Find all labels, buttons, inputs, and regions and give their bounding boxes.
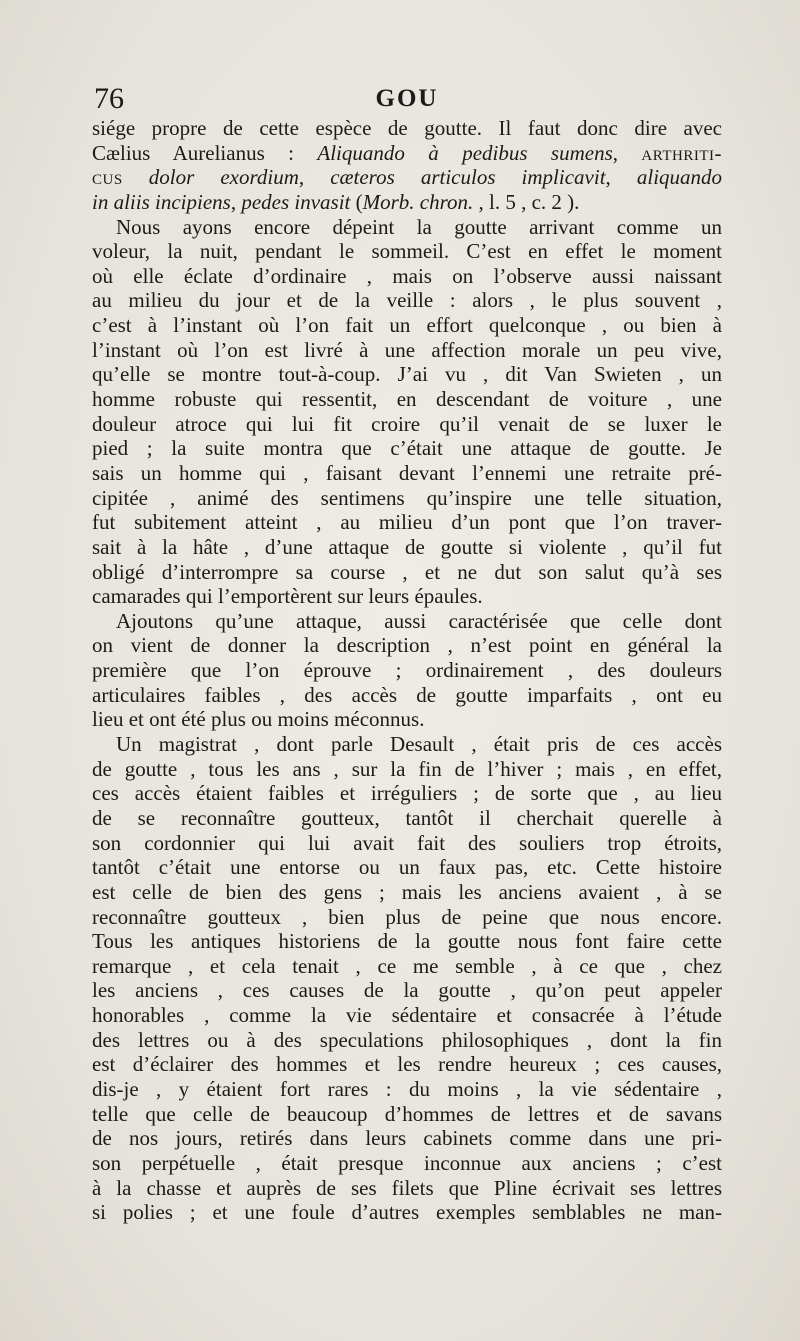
text-line [92,978,722,1003]
text-line [92,831,722,856]
text-run: cipitée , animé des sentimens qu’inspire une telle situation, [92,485,722,510]
text-run: cus [92,165,123,190]
text-line [92,338,722,363]
paragraph [92,215,722,609]
text-line [92,560,722,585]
text-line [92,313,722,338]
text-run: des lettres ou à des speculations philosophiques , dont la fin [92,1027,722,1052]
text-line [92,658,722,683]
text-run: cæteros articulos implicavit [330,165,606,190]
text-run: ( [350,189,363,214]
text-run: Tous les antiques historiens de la goutte nous font faire cette [92,929,722,954]
text-line [92,584,722,609]
text-run: aliquando [636,165,723,190]
text-line [92,362,722,387]
text-line [92,1176,722,1201]
text-line [92,905,722,930]
text-line [92,757,722,782]
text-line [92,215,722,240]
text-run: son cordonnier qui lui avait fait des souliers trop étroits, [92,830,722,855]
text-run: c’est à l’instant où l’on fait un effort quelconque , ou bien à [92,313,722,338]
text-line [92,264,722,289]
text-run: ces accès étaient faibles et irréguliers ; de sorte que , au lieu [92,781,722,806]
text-line [92,1151,722,1176]
text-line [92,387,722,412]
text-run: , [605,165,637,190]
text-run: première que l’on éprouve ; ordinairement , des douleurs [92,658,722,683]
text-run: , [230,189,242,214]
text-run: de se reconnaître goutteux, tantôt il cherchait querelle à [92,805,722,830]
text-line [92,510,722,535]
text-run: tantôt c’était une entorse ou un faux pas, etc. Cette histoire [92,855,722,880]
text-line [92,732,722,757]
text-line [92,683,722,708]
text-line [92,436,722,461]
text-run: obligé d’interrompre sa course , et ne dut son salut qu’à ses [92,559,722,584]
text-run: Ajoutons qu’une attaque, aussi caractérisée que celle dont [116,608,722,633]
text-run: est d’éclairer des hommes et les rendre heureux ; ces causes, [92,1052,722,1077]
text-run: on vient de donner la description , n’est point en général la [92,633,722,658]
text-run: pied ; la suite montra que c’était une attaque de goutte. Je [92,436,722,461]
text-line [92,880,722,905]
text-line [92,855,722,880]
text-line [92,1028,722,1053]
text-run: lieu et ont été plus ou moins méconnus. [92,707,425,732]
text-run: Cælius Aurelianus : [92,140,318,165]
paragraph [92,609,722,732]
text-run: camarades qui l’emportèrent sur leurs épaules. [92,584,483,609]
text-run [123,165,149,189]
page-header [92,82,722,116]
text-run: l’instant où l’on est livré à une affection morale un peu vive, [92,337,722,362]
text-run: , [612,140,642,165]
text-line [92,288,722,313]
text-line [92,609,722,634]
text-run: pedes invasit [241,189,351,214]
text-line [92,141,722,166]
text-run: dis-je , y étaient fort rares : du moins , la vie sédentaire , [92,1076,722,1101]
text-line [92,1003,722,1028]
text-run: Nous ayons encore dépeint la goutte arrivant comme un [116,214,722,239]
text-line [92,781,722,806]
text-run: est celle de bien des gens ; mais les anciens avaient , à se [92,879,722,904]
paragraph [92,116,722,215]
text-run: Morb. chron. [362,189,474,214]
text-run: fut subitement atteint , au milieu d’un pont que l’on traver- [92,510,722,535]
text-run: siége propre de cette espèce de goutte. Il faut donc dire avec [92,116,722,140]
text-line [92,1200,722,1225]
page-number: 76 [94,82,124,115]
text-run: si polies ; et une foule d’autres exemples semblables ne man- [92,1200,722,1225]
text-run: dolor exordium [148,165,299,190]
text-run: sait à la hâte , d’une attaque de goutte si violente , qu’il fut [92,534,722,559]
text-run: arthriti- [641,140,723,165]
running-head: GOU [375,85,439,112]
text-run: son perpétuelle , était presque inconnue aux anciens ; c’est [92,1150,722,1175]
text-line [92,954,722,979]
paragraph [92,732,722,1225]
text-run: Un magistrat , dont parle Desault , était pris de ces accès [116,732,722,757]
text-run: in aliis incipiens [92,189,231,214]
text-line [92,1102,722,1127]
text-line [92,707,722,732]
text-run: au milieu du jour et de la veille : alors , le plus souvent , [92,288,722,313]
text-line [92,1126,722,1151]
text-run: où elle éclate d’ordinaire , mais on l’observe aussi naissant [92,263,722,288]
text-line [92,486,722,511]
text-run: honorables , comme la vie sédentaire et consacrée à l’étude [92,1003,722,1028]
text-run: de nos jours, retirés dans leurs cabinets comme dans une pri- [92,1126,722,1151]
text-line [92,412,722,437]
text-run: douleur atroce qui lui fit croire qu’il venait de se luxer le [92,411,722,436]
text-run: , [298,165,331,190]
text-run: homme robuste qui ressentit, en descendant de voiture , une [92,387,722,412]
text-line [92,190,722,215]
text-run: remarque , et cela tenait , ce me semble , à ce que , chez [92,953,722,978]
text-run: de goutte , tous les ans , sur la fin de l’hiver ; mais , en effet, [92,756,722,781]
text-run: voleur, la nuit, pendant le sommeil. C’est en effet le moment [92,239,722,264]
text-run: Aliquando à pedibus sumens [317,140,613,165]
text-line [92,165,722,190]
text-run: qu’elle se montre tout-à-coup. J’ai vu , dit Van Swieten , un [92,362,722,387]
text-run: articulaires faibles , des accès de goutte imparfaits , ont eu [92,682,722,707]
text-line [92,535,722,560]
text-run: les anciens , ces causes de la goutte , qu’on peut appeler [92,978,722,1003]
text-line [92,633,722,658]
text-line [92,929,722,954]
text-line [92,116,722,141]
text-run: reconnaître goutteux , bien plus de peine que nous encore. [92,904,722,929]
text-run: telle que celle de beaucoup d’hommes de lettres et de savans [92,1101,722,1126]
text-run: sais un homme qui , faisant devant l’ennemi une retraite pré- [92,460,722,485]
body-text [92,116,722,1225]
text-line [92,1052,722,1077]
text-run: à la chasse et auprès de ses filets que Pline écrivait ses lettres [92,1175,722,1200]
text-line [92,806,722,831]
text-line [92,1077,722,1102]
text-line [92,239,722,264]
text-line [92,461,722,486]
text-run: , l. 5 , c. 2 ). [473,189,580,214]
